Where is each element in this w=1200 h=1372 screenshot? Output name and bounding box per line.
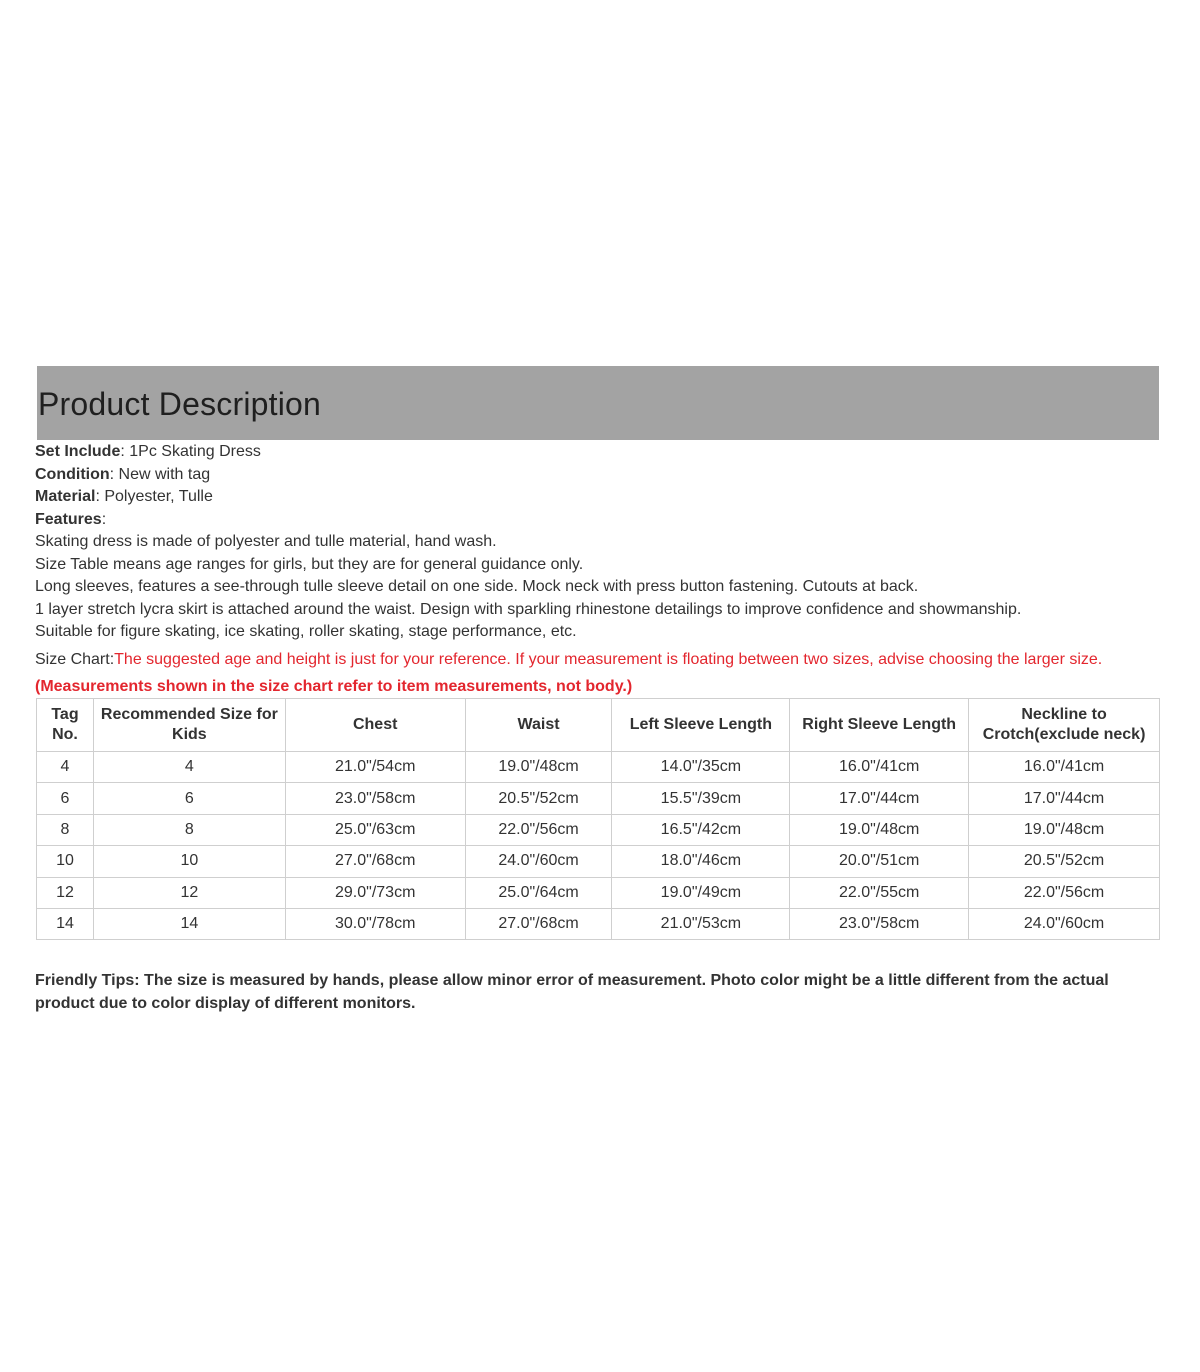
table-cell: 20.5"/52cm — [969, 846, 1160, 877]
column-header: Neckline to Crotch(exclude neck) — [969, 699, 1160, 752]
set-include-line — [35, 441, 1165, 464]
friendly-tips: Friendly Tips: The size is measured by hands, please allow minor error of measurement. Photo color might be a little different from the actual product due to color display of different monitors. — [35, 972, 1109, 1012]
table-cell: 27.0"/68cm — [465, 908, 612, 939]
table-cell: 16.5"/42cm — [612, 814, 790, 845]
table-cell: 22.0"/55cm — [790, 877, 969, 908]
table-cell: 23.0"/58cm — [285, 783, 465, 814]
table-cell: 30.0"/78cm — [285, 908, 465, 939]
table-cell: 12 — [93, 877, 285, 908]
table-header-row — [37, 699, 1160, 752]
set-include-value: : 1Pc Skating Dress — [120, 443, 261, 460]
table-cell: 16.0"/41cm — [969, 752, 1160, 783]
column-header: Right Sleeve Length — [790, 699, 969, 752]
table-cell: 8 — [93, 814, 285, 845]
table-cell: 12 — [37, 877, 94, 908]
features-line — [35, 509, 1165, 532]
features-label: Features — [35, 510, 102, 528]
set-include-label: Set Include — [35, 443, 121, 460]
size-chart-advice: The suggested age and height is just for your reference. If your measurement is floating between two sizes, advise choosing the larger size. — [114, 651, 1103, 668]
table-cell: 14 — [37, 908, 94, 939]
table-row — [37, 783, 1160, 814]
material-label: Material — [35, 488, 96, 505]
table-row — [37, 846, 1160, 877]
feature-item: Skating dress is made of polyester and tulle material, hand wash. — [35, 533, 497, 550]
table-cell: 19.0"/48cm — [790, 814, 969, 845]
table-cell: 24.0"/60cm — [465, 846, 612, 877]
page-title: Product Description — [38, 386, 322, 422]
feature-item: Long sleeves, features a see-through tulle sleeve detail on one side. Mock neck with press button fastening. Cutouts at back. — [35, 578, 919, 595]
table-cell: 10 — [93, 846, 285, 877]
column-header: Tag No. — [37, 699, 94, 752]
feature-item: Size Table means age ranges for girls, but they are for general guidance only. — [35, 555, 584, 573]
condition-label: Condition — [35, 465, 110, 483]
table-cell: 6 — [93, 783, 285, 814]
table-cell: 4 — [37, 752, 94, 783]
column-header: Recommended Size for Kids — [93, 699, 285, 752]
feature-item: Suitable for figure skating, ice skating, roller skating, stage performance, etc. — [35, 623, 577, 640]
features-suffix: : — [101, 510, 107, 528]
table-row — [37, 908, 1160, 939]
product-description-header — [37, 366, 1159, 440]
size-chart-note — [35, 646, 1150, 700]
table-cell: 25.0"/63cm — [285, 814, 465, 845]
size-table — [36, 698, 1160, 940]
table-cell: 29.0"/73cm — [285, 877, 465, 908]
table-cell: 21.0"/54cm — [285, 752, 465, 783]
table-cell: 17.0"/44cm — [969, 783, 1160, 814]
column-header: Left Sleeve Length — [612, 699, 790, 752]
table-row — [37, 877, 1160, 908]
table-cell: 19.0"/48cm — [465, 752, 612, 783]
table-cell: 23.0"/58cm — [790, 908, 969, 939]
table-cell: 21.0"/53cm — [612, 908, 790, 939]
material-line — [35, 486, 1165, 509]
table-cell: 20.0"/51cm — [790, 846, 969, 877]
product-details — [35, 441, 1165, 644]
table-cell: 18.0"/46cm — [612, 846, 790, 877]
table-row — [37, 814, 1160, 845]
table-cell: 10 — [37, 846, 94, 877]
material-value: : Polyester, Tulle — [95, 488, 213, 505]
table-cell: 20.5"/52cm — [465, 783, 612, 814]
column-header: Chest — [285, 699, 465, 752]
table-cell: 15.5"/39cm — [612, 783, 790, 814]
table-cell: 19.0"/49cm — [612, 877, 790, 908]
table-cell: 14.0"/35cm — [612, 752, 790, 783]
table-cell: 19.0"/48cm — [969, 814, 1160, 845]
table-cell: 14 — [93, 908, 285, 939]
size-chart-label: Size Chart: — [35, 651, 115, 668]
feature-item: 1 layer stretch lycra skirt is attached around the waist. Design with sparkling rhinestone detailings to improve confidence and showmanship. — [35, 600, 1022, 618]
condition-value: : New with tag — [109, 465, 211, 483]
table-cell: 17.0"/44cm — [790, 783, 969, 814]
size-chart-measurement-note: (Measurements shown in the size chart refer to item measurements, not body.) — [35, 678, 633, 695]
table-cell: 27.0"/68cm — [285, 846, 465, 877]
table-row — [37, 752, 1160, 783]
table-cell: 16.0"/41cm — [790, 752, 969, 783]
table-cell: 25.0"/64cm — [465, 877, 612, 908]
table-cell: 22.0"/56cm — [465, 814, 612, 845]
table-cell: 4 — [93, 752, 285, 783]
table-cell: 8 — [37, 814, 94, 845]
table-cell: 24.0"/60cm — [969, 908, 1160, 939]
condition-line — [35, 464, 1165, 487]
table-cell: 22.0"/56cm — [969, 877, 1160, 908]
column-header: Waist — [465, 699, 612, 752]
table-cell: 6 — [37, 783, 94, 814]
